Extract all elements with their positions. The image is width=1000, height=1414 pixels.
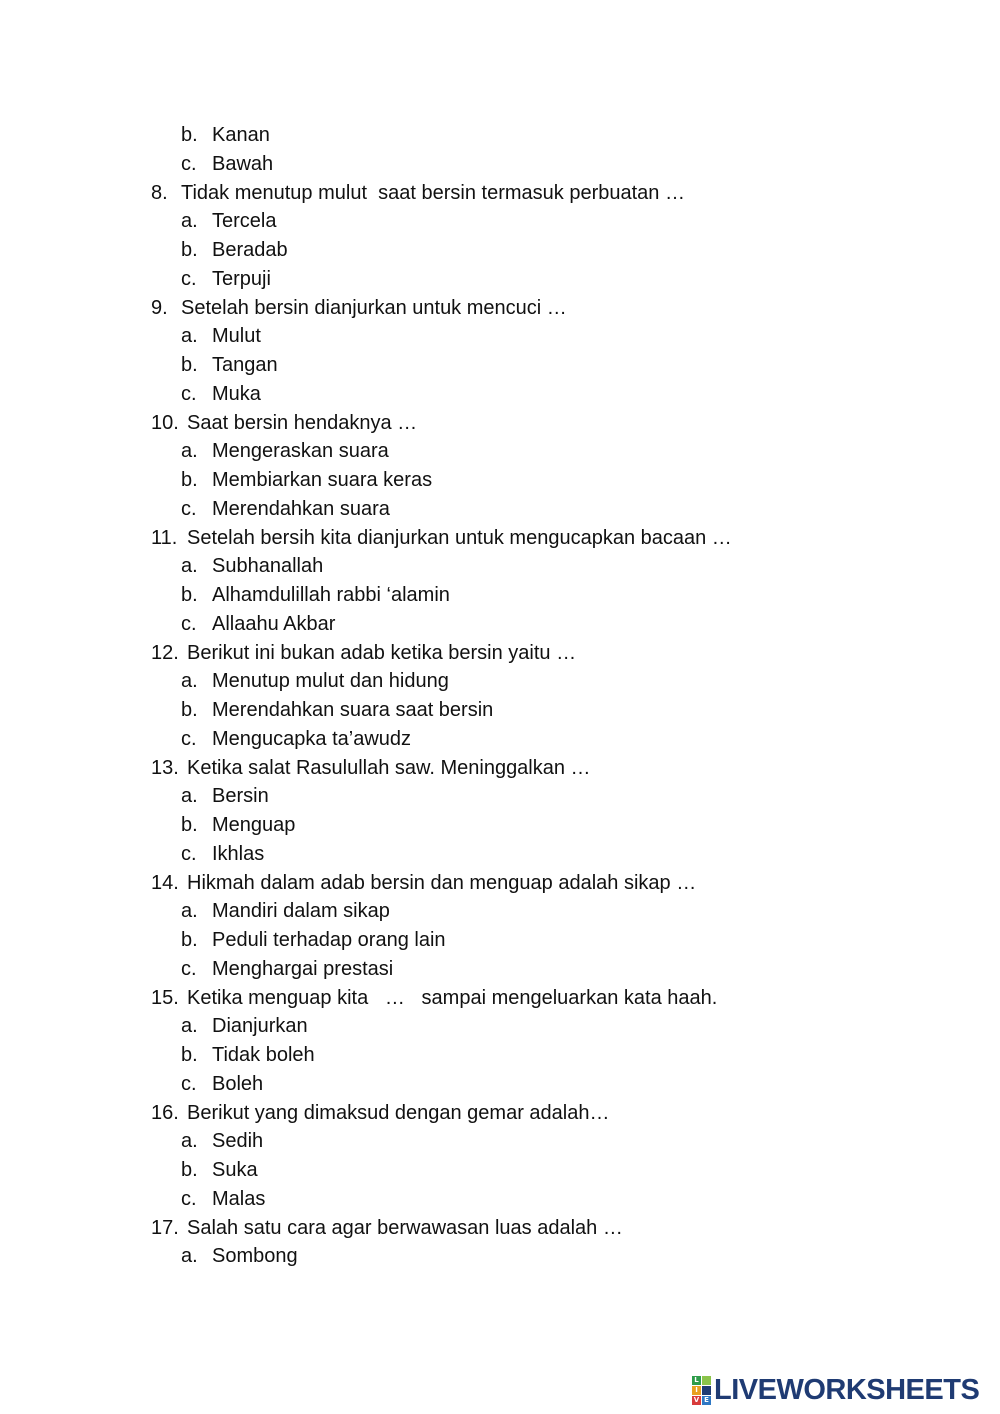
answer-option <box>0 725 1000 754</box>
option-text: Mandiri dalam sikap <box>212 900 390 923</box>
option-letter: b. <box>181 469 198 491</box>
question-text: Ketika menguap kita … sampai mengeluarkan kata haah. <box>187 986 718 1009</box>
answer-option <box>0 811 1000 840</box>
option-text: Beradab <box>212 239 288 261</box>
option-text: Merendahkan suara saat bersin <box>212 699 494 721</box>
option-letter: b. <box>181 354 198 376</box>
logo-wordmark: LIVEWORKSHEETS <box>714 1374 980 1406</box>
answer-option <box>0 552 1000 581</box>
option-text: Ikhlas <box>212 842 265 865</box>
answer-option <box>0 840 1000 869</box>
option-letter: c. <box>181 152 197 175</box>
option-text: Menutup mulut dan hidung <box>212 670 449 693</box>
question-item <box>0 409 1000 438</box>
option-text: Muka <box>212 382 261 405</box>
option-letter: b. <box>181 1044 198 1066</box>
option-text: Bawah <box>212 152 274 175</box>
question-item <box>0 984 1000 1013</box>
answer-option <box>0 1185 1000 1214</box>
question-number: 10. <box>151 411 179 434</box>
option-text: Allaahu Akbar <box>212 612 336 635</box>
option-letter: c. <box>181 612 197 635</box>
option-letter: c. <box>181 957 197 980</box>
answer-option <box>0 322 1000 351</box>
option-text: Merendahkan suara <box>212 497 390 520</box>
option-text: Sedih <box>212 1130 264 1153</box>
question-number: 14. <box>151 871 179 894</box>
answer-option <box>0 1156 1000 1185</box>
logo-tile <box>702 1376 711 1385</box>
question-text: Tidak menutup mulut saat bersin termasuk perbuatan … <box>181 181 685 204</box>
answer-option <box>0 696 1000 725</box>
answer-option <box>0 581 1000 610</box>
question-number: 13. <box>151 756 179 779</box>
option-letter: a. <box>181 785 198 808</box>
logo-tile: L <box>692 1376 701 1385</box>
question-item <box>0 869 1000 898</box>
answer-option <box>0 121 1000 150</box>
option-letter: b. <box>181 584 198 606</box>
answer-option <box>0 782 1000 811</box>
question-item <box>0 179 1000 208</box>
option-text: Terpuji <box>212 267 271 290</box>
option-text: Membiarkan suara keras <box>212 469 433 491</box>
option-text: Peduli terhadap orang lain <box>212 929 446 951</box>
option-letter: a. <box>181 900 198 923</box>
option-text: Tidak boleh <box>212 1044 315 1066</box>
answer-option <box>0 1242 1000 1271</box>
answer-option <box>0 897 1000 926</box>
option-text: Dianjurkan <box>212 1015 308 1038</box>
option-text: Kanan <box>212 124 270 146</box>
answer-option <box>0 1127 1000 1156</box>
question-text: Setelah bersih kita dianjurkan untuk mengucapkan bacaan … <box>187 526 732 549</box>
option-letter: a. <box>181 325 198 348</box>
answer-option <box>0 236 1000 265</box>
question-number: 12. <box>151 641 179 664</box>
option-letter: a. <box>181 555 198 578</box>
option-letter: a. <box>181 1130 198 1153</box>
answer-option <box>0 466 1000 495</box>
question-number: 17. <box>151 1216 179 1239</box>
answer-option <box>0 380 1000 409</box>
answer-option <box>0 351 1000 380</box>
option-letter: c. <box>181 842 197 865</box>
option-letter: c. <box>181 497 197 520</box>
option-text: Suka <box>212 1159 258 1181</box>
answer-option <box>0 495 1000 524</box>
question-number: 15. <box>151 986 179 1009</box>
answer-option <box>0 1041 1000 1070</box>
question-text: Berikut yang dimaksud dengan gemar adalah… <box>187 1101 610 1124</box>
option-letter: a. <box>181 670 198 693</box>
question-text: Setelah bersin dianjurkan untuk mencuci … <box>181 296 567 319</box>
answer-option <box>0 207 1000 236</box>
answer-option <box>0 1070 1000 1099</box>
option-letter: c. <box>181 267 197 290</box>
question-item <box>0 639 1000 668</box>
question-text: Saat bersin hendaknya … <box>187 411 418 434</box>
option-text: Bersin <box>212 785 269 808</box>
option-letter: b. <box>181 929 198 951</box>
worksheet-question-list <box>0 121 1000 1271</box>
answer-option <box>0 1012 1000 1041</box>
question-text: Ketika salat Rasulullah saw. Meninggalkan … <box>187 756 591 779</box>
option-letter: c. <box>181 727 197 750</box>
option-letter: c. <box>181 382 197 405</box>
option-letter: b. <box>181 814 198 836</box>
option-text: Alhamdulillah rabbi ‘alamin <box>212 584 450 606</box>
question-text: Berikut ini bukan adab ketika bersin yaitu … <box>187 641 577 664</box>
question-item <box>0 1099 1000 1128</box>
option-text: Tercela <box>212 210 277 233</box>
option-letter: a. <box>181 440 198 463</box>
question-number: 11. <box>151 526 178 549</box>
option-text: Boleh <box>212 1072 264 1095</box>
question-number: 8. <box>151 181 168 204</box>
question-number: 9. <box>151 296 168 319</box>
question-text: Hikmah dalam adab bersin dan menguap adalah sikap … <box>187 871 697 894</box>
answer-option <box>0 265 1000 294</box>
option-letter: a. <box>181 1245 198 1268</box>
logo-tile: V <box>693 1395 700 1404</box>
option-text: Tangan <box>212 354 278 376</box>
answer-option <box>0 610 1000 639</box>
option-letter: b. <box>181 699 198 721</box>
option-text: Menguap <box>212 814 296 836</box>
option-letter: b. <box>181 239 198 261</box>
answer-option <box>0 437 1000 466</box>
option-letter: c. <box>181 1072 197 1095</box>
question-item <box>0 754 1000 783</box>
option-text: Sombong <box>212 1245 298 1268</box>
option-text: Malas <box>212 1187 266 1210</box>
answer-option <box>0 955 1000 984</box>
option-letter: c. <box>181 1187 197 1210</box>
question-item <box>0 294 1000 323</box>
option-letter: b. <box>181 124 198 146</box>
answer-option <box>0 150 1000 179</box>
option-letter: a. <box>181 1015 198 1038</box>
logo-tile: E <box>702 1396 711 1405</box>
question-item <box>0 1214 1000 1243</box>
option-text: Mengeraskan suara <box>212 440 389 463</box>
option-letter: a. <box>181 210 198 233</box>
question-text: Salah satu cara agar berwawasan luas adalah … <box>187 1216 623 1239</box>
answer-option <box>0 667 1000 696</box>
logo-tile <box>702 1386 711 1395</box>
option-text: Subhanallah <box>212 555 324 578</box>
option-text: Mengucapka ta’awudz <box>212 727 412 750</box>
answer-option <box>0 926 1000 955</box>
logo-tile: I <box>692 1386 701 1395</box>
question-item <box>0 524 1000 553</box>
liveworksheets-logo <box>692 1373 979 1407</box>
logo-mark-icon <box>692 1376 711 1405</box>
option-letter: b. <box>181 1159 198 1181</box>
option-text: Menghargai prestasi <box>212 957 394 980</box>
option-text: Mulut <box>212 325 261 348</box>
question-number: 16. <box>151 1101 179 1124</box>
